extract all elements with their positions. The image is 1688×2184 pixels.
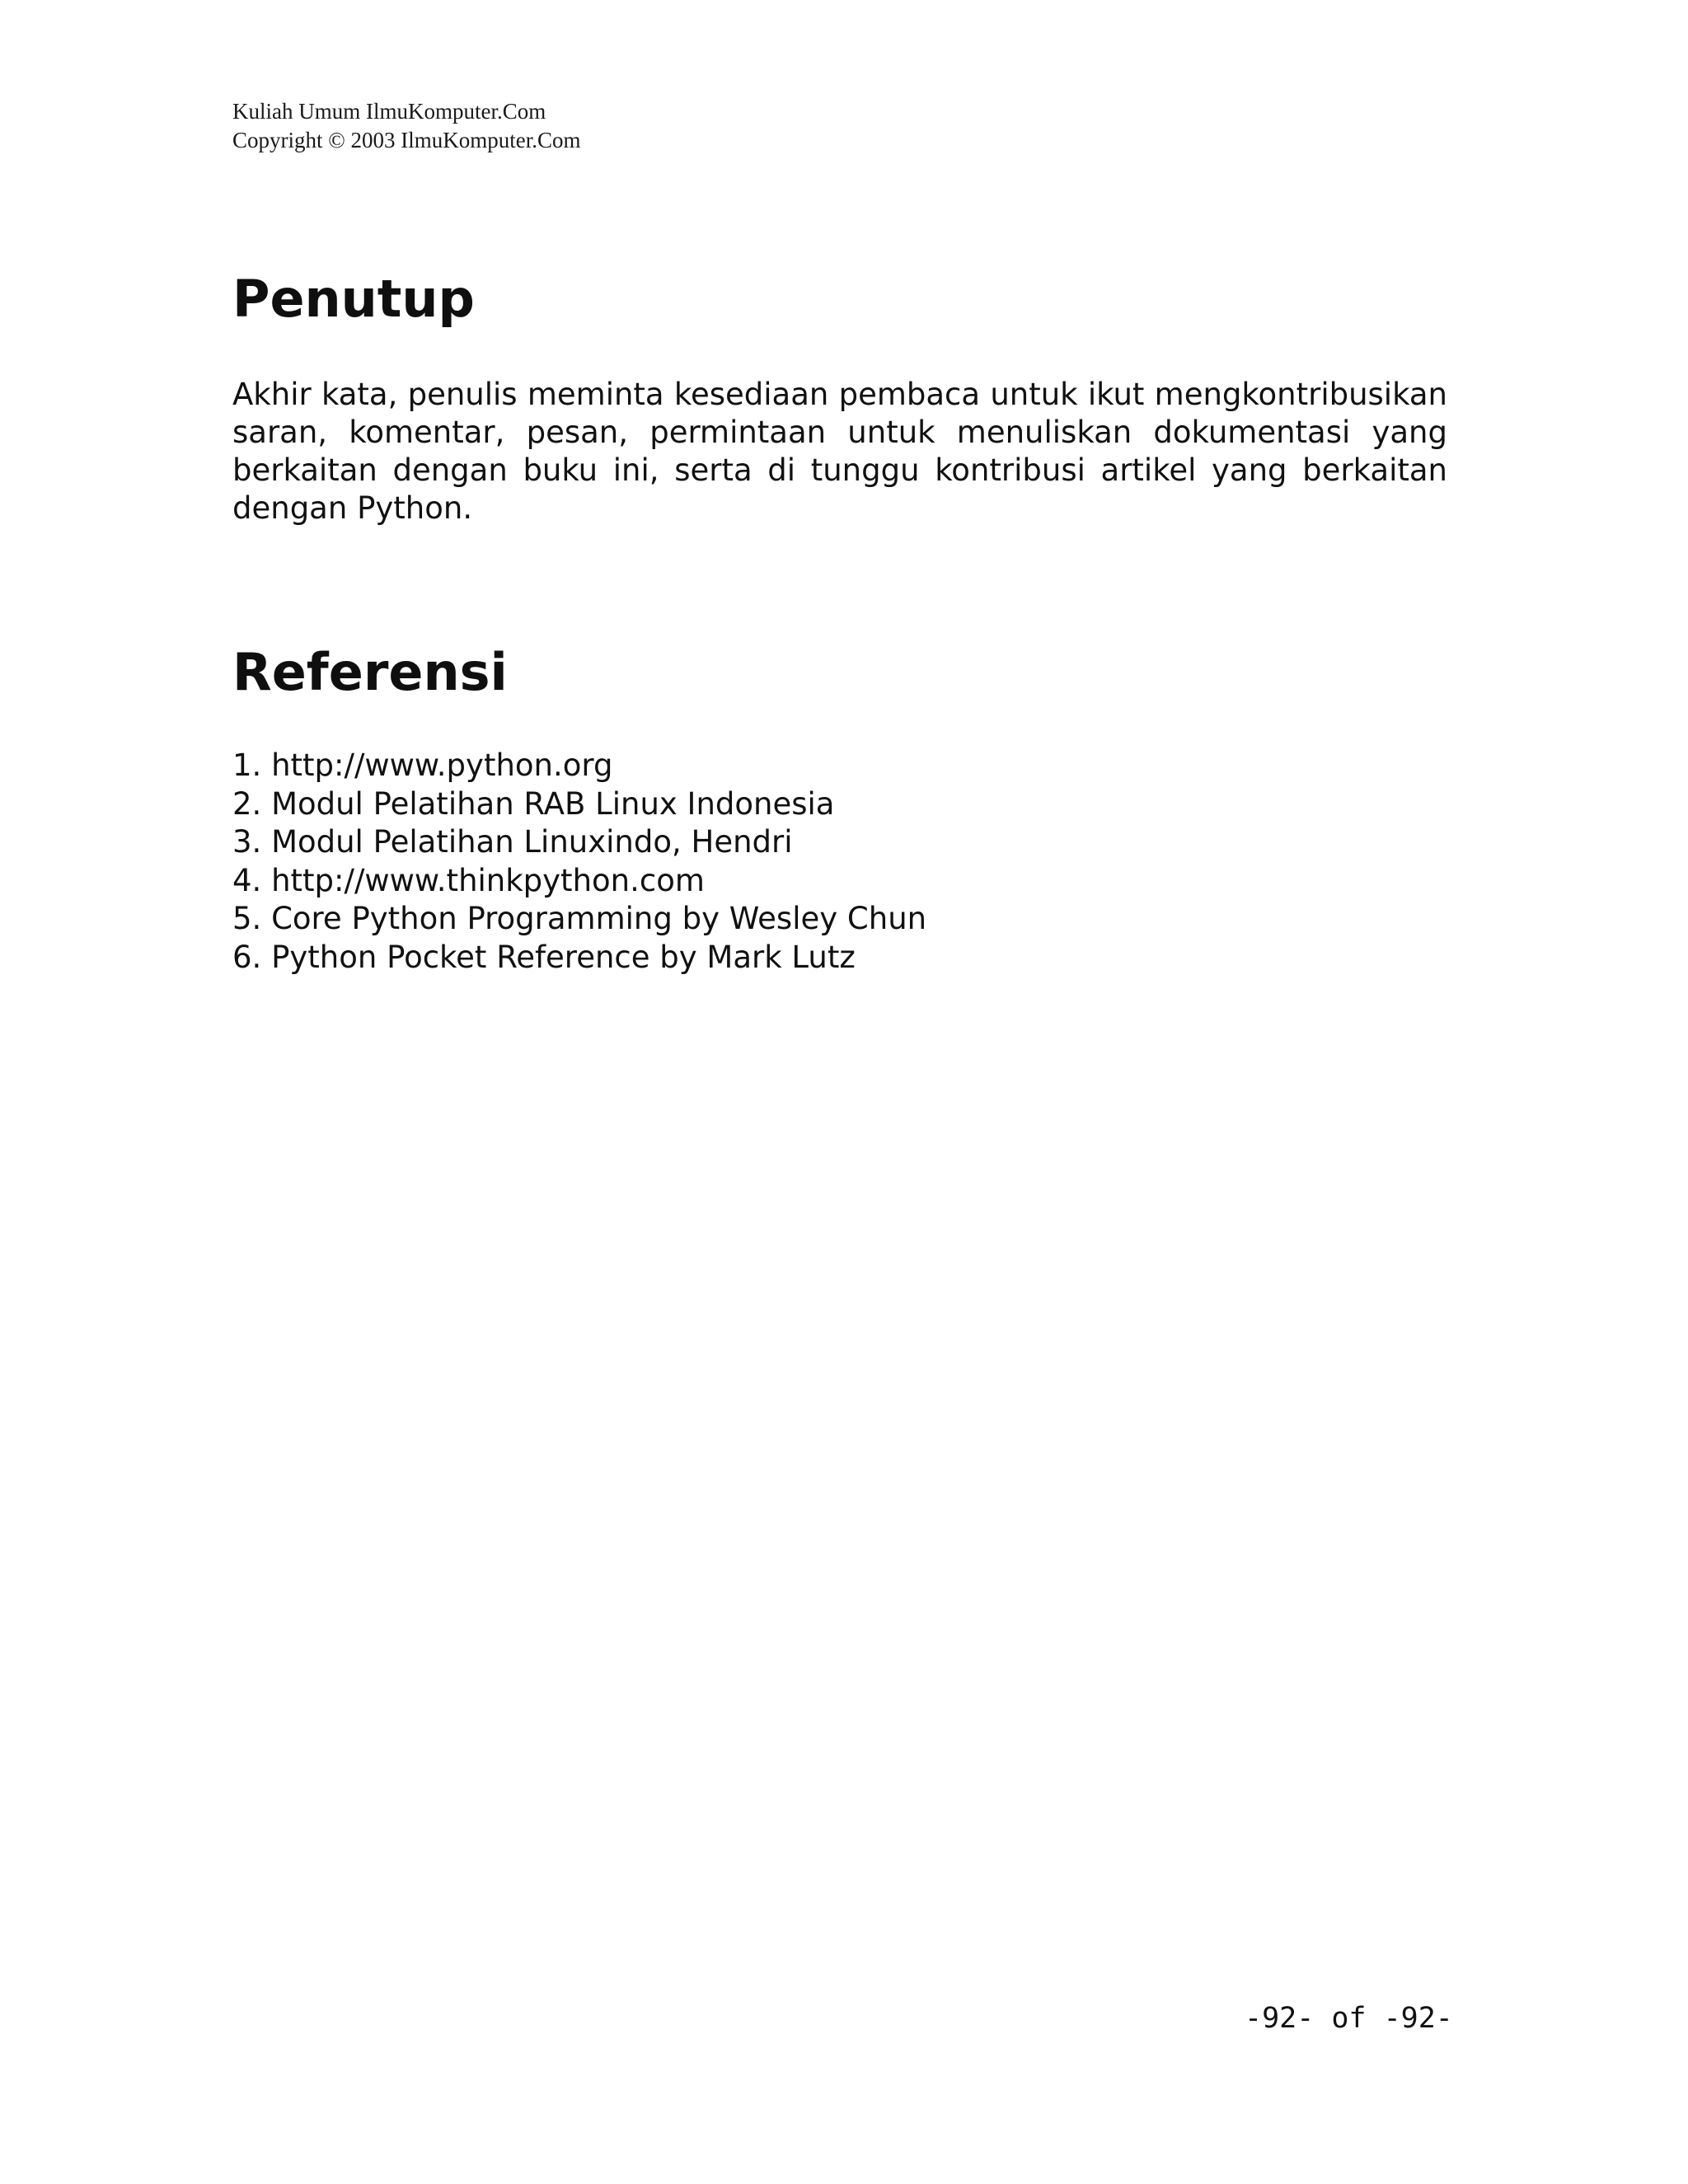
reference-item: 2. Modul Pelatihan RAB Linux Indonesia xyxy=(232,785,835,822)
reference-item: 1. http://www.python.org xyxy=(232,748,613,783)
page-number: -92- of -92- xyxy=(1245,2002,1453,2035)
reference-item: 4. http://www.thinkpython.com xyxy=(232,862,705,898)
section-title-penutup: Penutup xyxy=(232,269,475,329)
reference-item: 5. Core Python Programming by Wesley Chun xyxy=(232,901,927,936)
page-header xyxy=(232,97,581,155)
reference-item: 3. Modul Pelatihan Linuxindo, Hendri xyxy=(232,824,793,860)
header-copyright: Copyright © 2003 IlmuKomputer.Com xyxy=(232,128,581,152)
reference-item: 6. Python Pocket Reference by Mark Lutz xyxy=(232,939,856,975)
header-course-title: Kuliah Umum IlmuKomputer.Com xyxy=(232,99,546,124)
reference-list xyxy=(232,747,926,977)
penutup-paragraph: Akhir kata, penulis meminta kesediaan pembaca untuk ikut mengkontribusikan saran, komentar, pesan, permintaan untuk menuliskan dokumentasi yang berkaitan dengan buku ini, serta di tunggu kontribusi artikel yang berkaitan dengan Python. xyxy=(232,377,1447,526)
section-title-referensi: Referensi xyxy=(232,642,508,702)
